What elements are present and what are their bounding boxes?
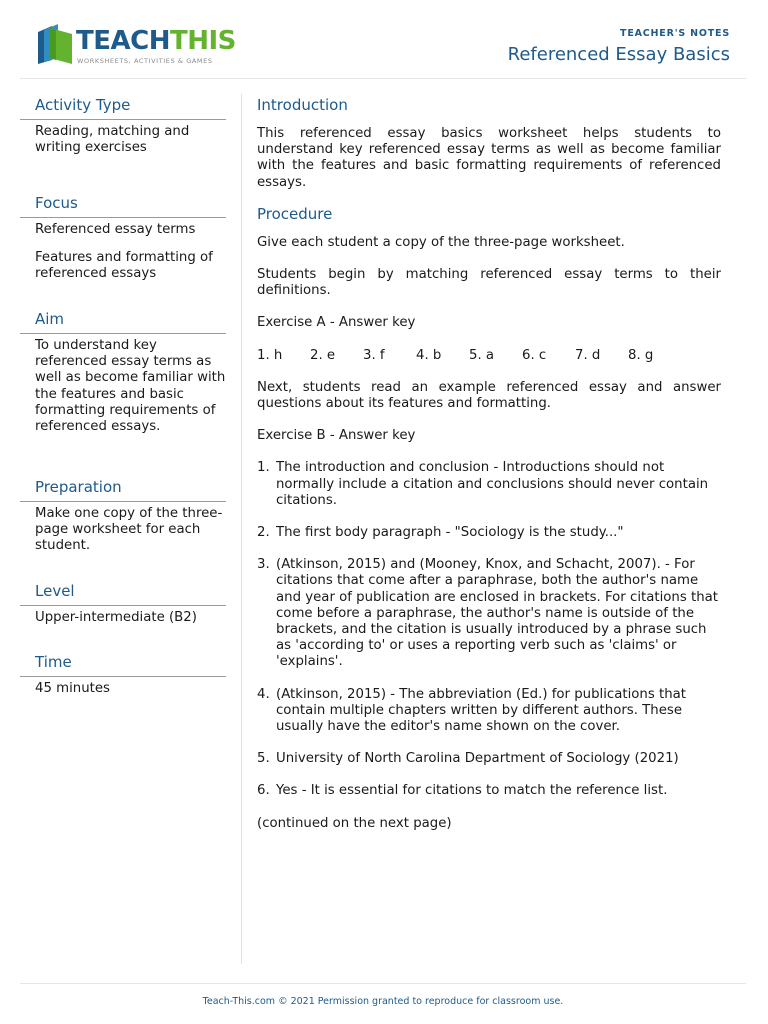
procedure-step-2: Students begin by matching referenced essay terms to their definitions. — [257, 267, 721, 299]
time-text: 45 minutes — [35, 681, 110, 696]
continued-note: (continued on the next page) — [257, 815, 452, 831]
aim-text: To understand key referenced essay terms as well as become familiar with the features and basic formatting requirements of referenced essays. — [35, 338, 226, 435]
footer-copyright: Teach-This.com © 2021 Permission granted to reproduce for classroom use. — [202, 996, 564, 1007]
answer-b-item — [257, 751, 721, 767]
answer-b-text: (Atkinson, 2015) - The abbreviation (Ed.) for publications that contain multiple chapters written by different authors. These usually have the editor's name shown on the cover. — [276, 686, 687, 735]
answer-b-number: 6. — [257, 783, 270, 799]
preparation-section — [20, 476, 226, 580]
answer-b-text: University of North Carolina Department of Sociology (2021) — [276, 751, 679, 767]
preparation-heading: Preparation — [20, 476, 226, 502]
sidebar — [20, 94, 226, 697]
answer-a-item: 7. d — [575, 347, 601, 363]
answer-b-text: The introduction and conclusion - Introductions should not normally include a citation and conclusions should never contain citations. — [276, 460, 709, 508]
answer-b-number: 5. — [257, 751, 270, 767]
exercise-a-answers — [257, 348, 721, 364]
answer-b-item — [257, 525, 721, 541]
page-header — [20, 0, 746, 79]
logo-teach: TEACH — [76, 26, 170, 56]
aim-section — [20, 308, 226, 476]
time-heading: Time — [20, 651, 226, 677]
focus-text — [20, 218, 226, 283]
introduction-text: This referenced essay basics worksheet helps students to understand key referenced essay terms as well as become familiar with the features and basic formatting requirements of referenced essays. — [257, 126, 721, 190]
answer-b-number: 2. — [257, 525, 270, 541]
page-footer — [20, 983, 746, 1007]
exercise-b-answers — [257, 460, 721, 799]
preparation-text: Make one copy of the three-page worksheet for each student. — [35, 506, 223, 554]
introduction-heading: Introduction — [257, 96, 348, 114]
procedure-step-1: Give each student a copy of the three-page worksheet. — [257, 234, 625, 250]
answer-a-item: 2. e — [310, 347, 336, 363]
focus-heading: Focus — [20, 192, 226, 218]
answer-a-item: 6. c — [522, 347, 547, 363]
teach-this-logo — [36, 24, 236, 70]
answer-b-number: 1. — [257, 460, 270, 476]
column-divider — [241, 94, 242, 964]
page-title: Referenced Essay Basics — [507, 44, 730, 65]
activity-type-text: Reading, matching and writing exercises — [35, 124, 190, 156]
book-logo-icon — [36, 24, 74, 66]
answer-a-item: 8. g — [628, 347, 654, 363]
answer-b-item — [257, 783, 721, 799]
focus-item: Features and formatting of referenced essays — [35, 250, 213, 282]
activity-type-heading: Activity Type — [20, 94, 226, 120]
focus-section — [20, 192, 226, 308]
logo-tagline: WORKSHEETS, ACTIVITIES & GAMES — [77, 57, 213, 65]
answer-b-item — [257, 687, 721, 736]
answer-b-number: 4. — [257, 686, 270, 702]
level-heading: Level — [20, 580, 226, 606]
logo-this: THIS — [169, 26, 236, 56]
answer-b-number: 3. — [257, 557, 270, 573]
teachers-notes-label: TEACHER'S NOTES — [620, 28, 730, 39]
time-section — [20, 651, 226, 697]
level-section — [20, 580, 226, 651]
answer-b-text: The first body paragraph - "Sociology is the study..." — [276, 525, 624, 541]
answer-a-item: 1. h — [257, 347, 283, 363]
procedure-heading: Procedure — [257, 204, 333, 223]
main-content — [257, 94, 721, 848]
answer-b-text: (Atkinson, 2015) and (Mooney, Knox, and Schacht, 2007). - For citations that come after a paraphrase, both the author's name and year of publication are enclosed in brackets. For citations that come before a paraphrase, the author's name is outside of the brackets, and the citation is usually introduced by a phrase such as 'according to' or uses a reporting verb such as 'claims' or 'explains'. — [276, 557, 718, 670]
answer-b-item — [257, 460, 721, 509]
logo-wordmark — [76, 26, 236, 56]
answer-b-text: Yes - It is essential for citations to match the reference list. — [276, 783, 668, 799]
level-text: Upper-intermediate (B2) — [35, 610, 197, 625]
answer-b-item — [257, 557, 721, 670]
procedure-step-3: Next, students read an example referenced essay and answer questions about its features and formatting. — [257, 379, 721, 412]
focus-item: Referenced essay terms — [35, 222, 196, 237]
exercise-a-label: Exercise A - Answer key — [257, 315, 416, 331]
activity-type-section — [20, 94, 226, 192]
exercise-b-label: Exercise B - Answer key — [257, 428, 416, 444]
aim-heading: Aim — [20, 308, 226, 334]
answer-a-item: 5. a — [469, 347, 495, 363]
answer-a-item: 3. f — [363, 347, 385, 363]
answer-a-item: 4. b — [416, 347, 442, 363]
